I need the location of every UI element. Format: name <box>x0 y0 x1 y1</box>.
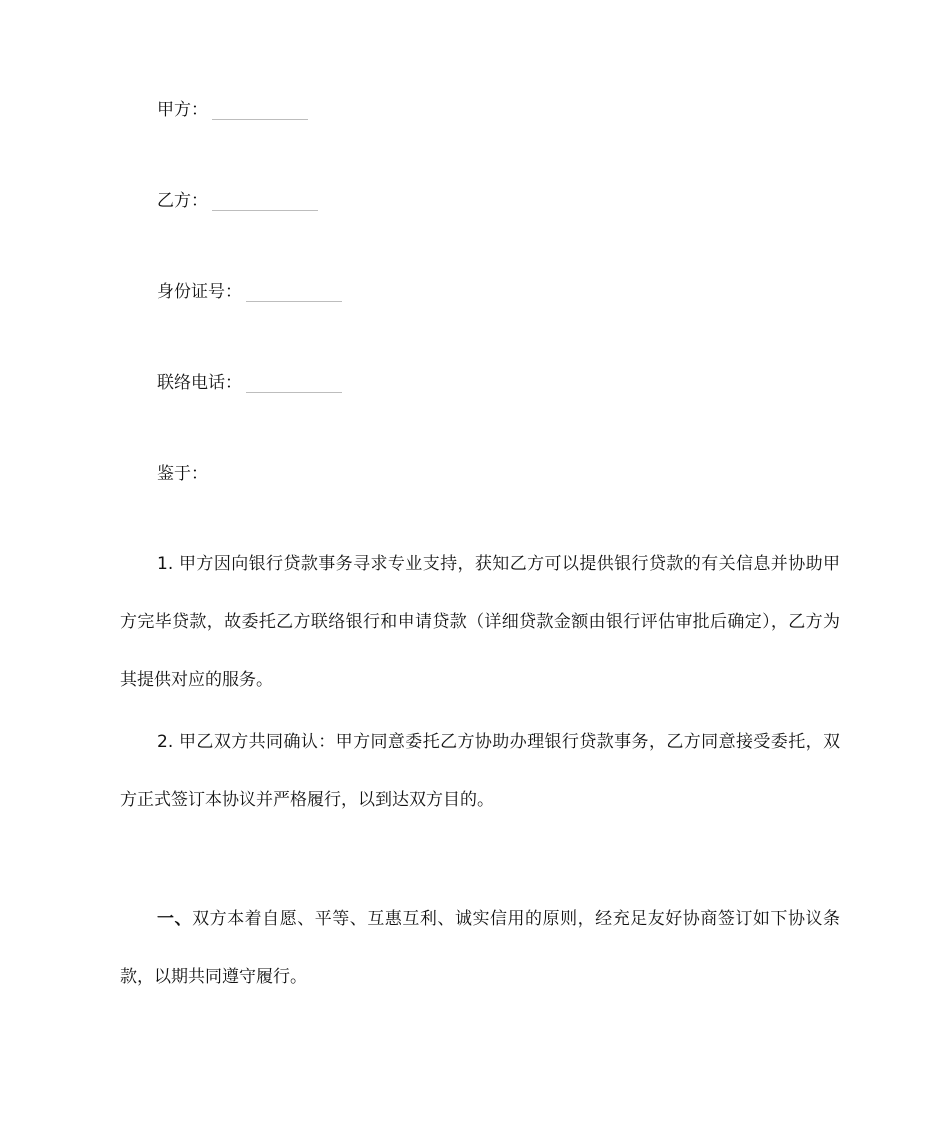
phone-field <box>157 371 342 395</box>
party-a-field <box>157 98 308 122</box>
paragraph-3-body: 双方本着自愿、平等、互惠互利、诚实信用的原则，经充足友好协商签订如下协议条款，以期共同遵守履行。 <box>120 909 841 987</box>
phone-label: 联络电话： <box>157 373 242 393</box>
id-number-field <box>157 280 342 304</box>
party-b-label: 乙方： <box>157 191 208 211</box>
party-b-blank-line <box>212 209 318 211</box>
whereas-heading <box>157 462 208 486</box>
paragraph-2: 2. 甲乙双方共同确认：甲方同意委托乙方协助办理银行贷款事务，乙方同意接受委托，双方正式签订本协议并严格履行，以到达双方目的。 <box>120 732 840 810</box>
party-b-field <box>157 189 318 213</box>
id-number-blank-line <box>246 300 342 302</box>
phone-blank-line <box>246 391 342 393</box>
id-number-label: 身份证号： <box>157 282 242 302</box>
clause-number-one: 一、 <box>157 909 193 929</box>
party-a-blank-line <box>212 118 308 120</box>
paragraph-3 <box>120 890 840 1006</box>
party-a-label: 甲方： <box>157 100 208 120</box>
paragraph-1: 1. 甲方因向银行贷款事务寻求专业支持，获知乙方可以提供银行贷款的有关信息并协助甲方完毕贷款，故委托乙方联络银行和申请贷款（详细贷款金额由银行评估审批后确定），乙方为其提供对应的服务。 <box>120 554 840 690</box>
whereas-label: 鉴于： <box>157 464 208 484</box>
